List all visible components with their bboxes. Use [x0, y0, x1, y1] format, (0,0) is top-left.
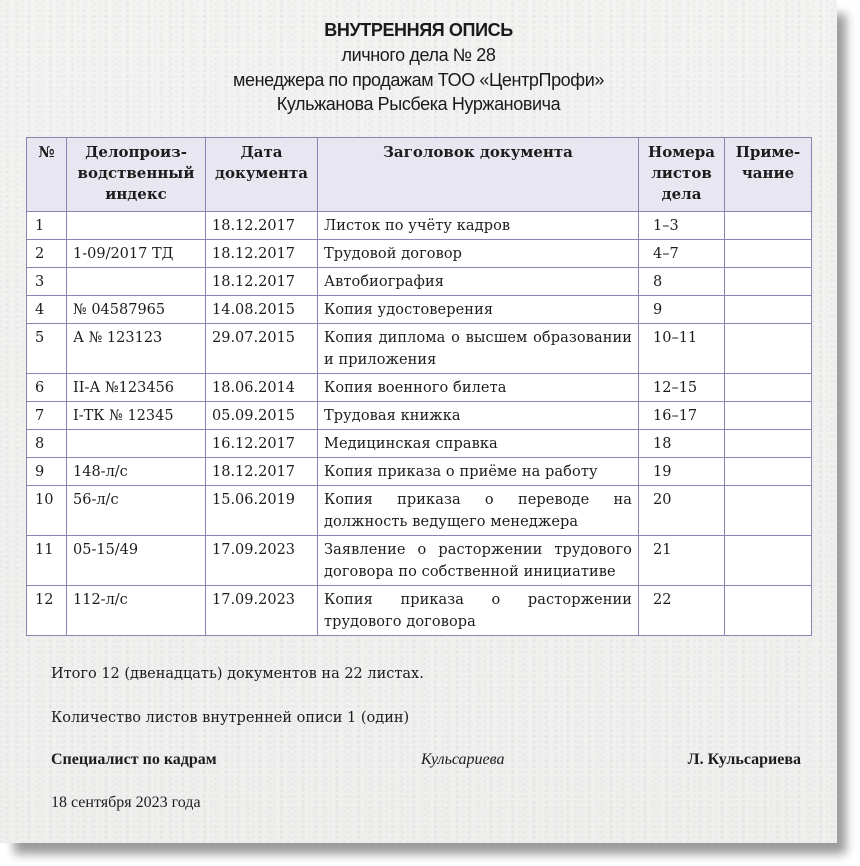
cell-index: I-ТК № 12345 — [67, 402, 206, 430]
cell-date: 17.09.2023 — [206, 586, 318, 636]
table-row — [27, 402, 812, 430]
cell-note — [725, 536, 812, 586]
cell-title: Копия приказа о приёме на работу — [318, 458, 639, 486]
cell-date: 18.12.2017 — [206, 458, 318, 486]
handwritten-signature: Кульсариева — [421, 751, 505, 768]
cell-note — [725, 324, 812, 374]
cell-note — [725, 458, 812, 486]
cell-index: № 04587965 — [67, 296, 206, 324]
cell-title: Трудовая книжка — [318, 402, 639, 430]
table-row — [27, 586, 812, 636]
table-row — [27, 458, 812, 486]
cell-date: 15.06.2019 — [206, 486, 318, 536]
cell-pages: 22 — [639, 586, 725, 636]
cell-title: Копия удостоверения — [318, 296, 639, 324]
cell-pages: 18 — [639, 430, 725, 458]
cell-date: 16.12.2017 — [206, 430, 318, 458]
cell-index: 112-л/с — [67, 586, 206, 636]
cell-number: 4 — [27, 296, 67, 324]
document-subtitle-case: личного дела № 28 — [341, 45, 496, 65]
table-row — [27, 430, 812, 458]
cell-index: А № 123123 — [67, 324, 206, 374]
cell-index — [67, 212, 206, 240]
cell-note — [725, 268, 812, 296]
document-subtitle-person: Кульжанова Рысбека Нуржановича — [276, 94, 561, 114]
cell-index: 05-15/49 — [67, 536, 206, 586]
cell-number: 1 — [27, 212, 67, 240]
cell-title: Трудовой договор — [318, 240, 639, 268]
header-number: № — [27, 138, 67, 212]
table-header-row — [27, 138, 812, 212]
header-index: Делопроиз- водственный индекс — [67, 138, 206, 212]
cell-date: 29.07.2015 — [206, 324, 318, 374]
cell-pages: 21 — [639, 536, 725, 586]
table-row — [27, 486, 812, 536]
cell-pages: 9 — [639, 296, 725, 324]
signer-position: Специалист по кадрам — [51, 751, 217, 768]
table-row — [27, 212, 812, 240]
cell-date: 18.12.2017 — [206, 212, 318, 240]
cell-title: Копия приказа о расторжении трудового договора — [318, 586, 639, 636]
cell-index: 56-л/с — [67, 486, 206, 536]
cell-number: 8 — [27, 430, 67, 458]
cell-note — [725, 240, 812, 268]
signer-name: Л. Кульсариева — [687, 751, 801, 768]
cell-date: 18.12.2017 — [206, 240, 318, 268]
cell-pages: 12–15 — [639, 374, 725, 402]
cell-index: 1-09/2017 ТД — [67, 240, 206, 268]
cell-title: Листок по учёту кадров — [318, 212, 639, 240]
cell-date: 05.09.2015 — [206, 402, 318, 430]
cell-title: Копия диплома о высшем образовании и приложения — [318, 324, 639, 374]
total-summary: Итого 12 (двенадцать) документов на 22 листах. — [51, 666, 424, 682]
cell-note — [725, 486, 812, 536]
inventory-table — [26, 137, 812, 636]
header-note: Приме- чание — [725, 138, 812, 212]
cell-note — [725, 586, 812, 636]
inventory-sheets-count: Количество листов внутренней описи 1 (один) — [51, 710, 410, 726]
cell-note — [725, 374, 812, 402]
cell-pages: 10–11 — [639, 324, 725, 374]
cell-number: 2 — [27, 240, 67, 268]
document-subtitle-position: менеджера по продажам ТОО «ЦентрПрофи» — [233, 70, 604, 90]
cell-index: 148-л/с — [67, 458, 206, 486]
cell-number: 5 — [27, 324, 67, 374]
cell-number: 6 — [27, 374, 67, 402]
cell-number: 10 — [27, 486, 67, 536]
table-row — [27, 240, 812, 268]
cell-number: 3 — [27, 268, 67, 296]
cell-index: II-А №123456 — [67, 374, 206, 402]
cell-note — [725, 296, 812, 324]
cell-date: 18.06.2014 — [206, 374, 318, 402]
cell-pages: 20 — [639, 486, 725, 536]
cell-number: 12 — [27, 586, 67, 636]
header-title: Заголовок документа — [318, 138, 639, 212]
table-row — [27, 324, 812, 374]
table-row — [27, 296, 812, 324]
table-row — [27, 268, 812, 296]
cell-pages: 8 — [639, 268, 725, 296]
cell-pages: 16–17 — [639, 402, 725, 430]
cell-note — [725, 212, 812, 240]
cell-pages: 1–3 — [639, 212, 725, 240]
table-row — [27, 374, 812, 402]
table-row — [27, 536, 812, 586]
cell-index — [67, 430, 206, 458]
cell-title: Копия военного билета — [318, 374, 639, 402]
cell-date: 17.09.2023 — [206, 536, 318, 586]
cell-index — [67, 268, 206, 296]
document-title: ВНУТРЕННЯЯ ОПИСЬ — [324, 20, 513, 40]
header-pages: Номера листов дела — [639, 138, 725, 212]
cell-pages: 4–7 — [639, 240, 725, 268]
cell-number: 9 — [27, 458, 67, 486]
cell-note — [725, 430, 812, 458]
cell-title: Заявление о расторжении трудового договора по собственной инициативе — [318, 536, 639, 586]
header-date: Дата документа — [206, 138, 318, 212]
cell-title: Медицинская справка — [318, 430, 639, 458]
cell-date: 18.12.2017 — [206, 268, 318, 296]
cell-title: Копия приказа о переводе на должность ведущего менеджера — [318, 486, 639, 536]
cell-title: Автобиография — [318, 268, 639, 296]
document-date: 18 сентября 2023 года — [51, 794, 201, 811]
cell-number: 11 — [27, 536, 67, 586]
cell-number: 7 — [27, 402, 67, 430]
cell-date: 14.08.2015 — [206, 296, 318, 324]
cell-note — [725, 402, 812, 430]
cell-pages: 19 — [639, 458, 725, 486]
signature-row — [51, 751, 801, 773]
